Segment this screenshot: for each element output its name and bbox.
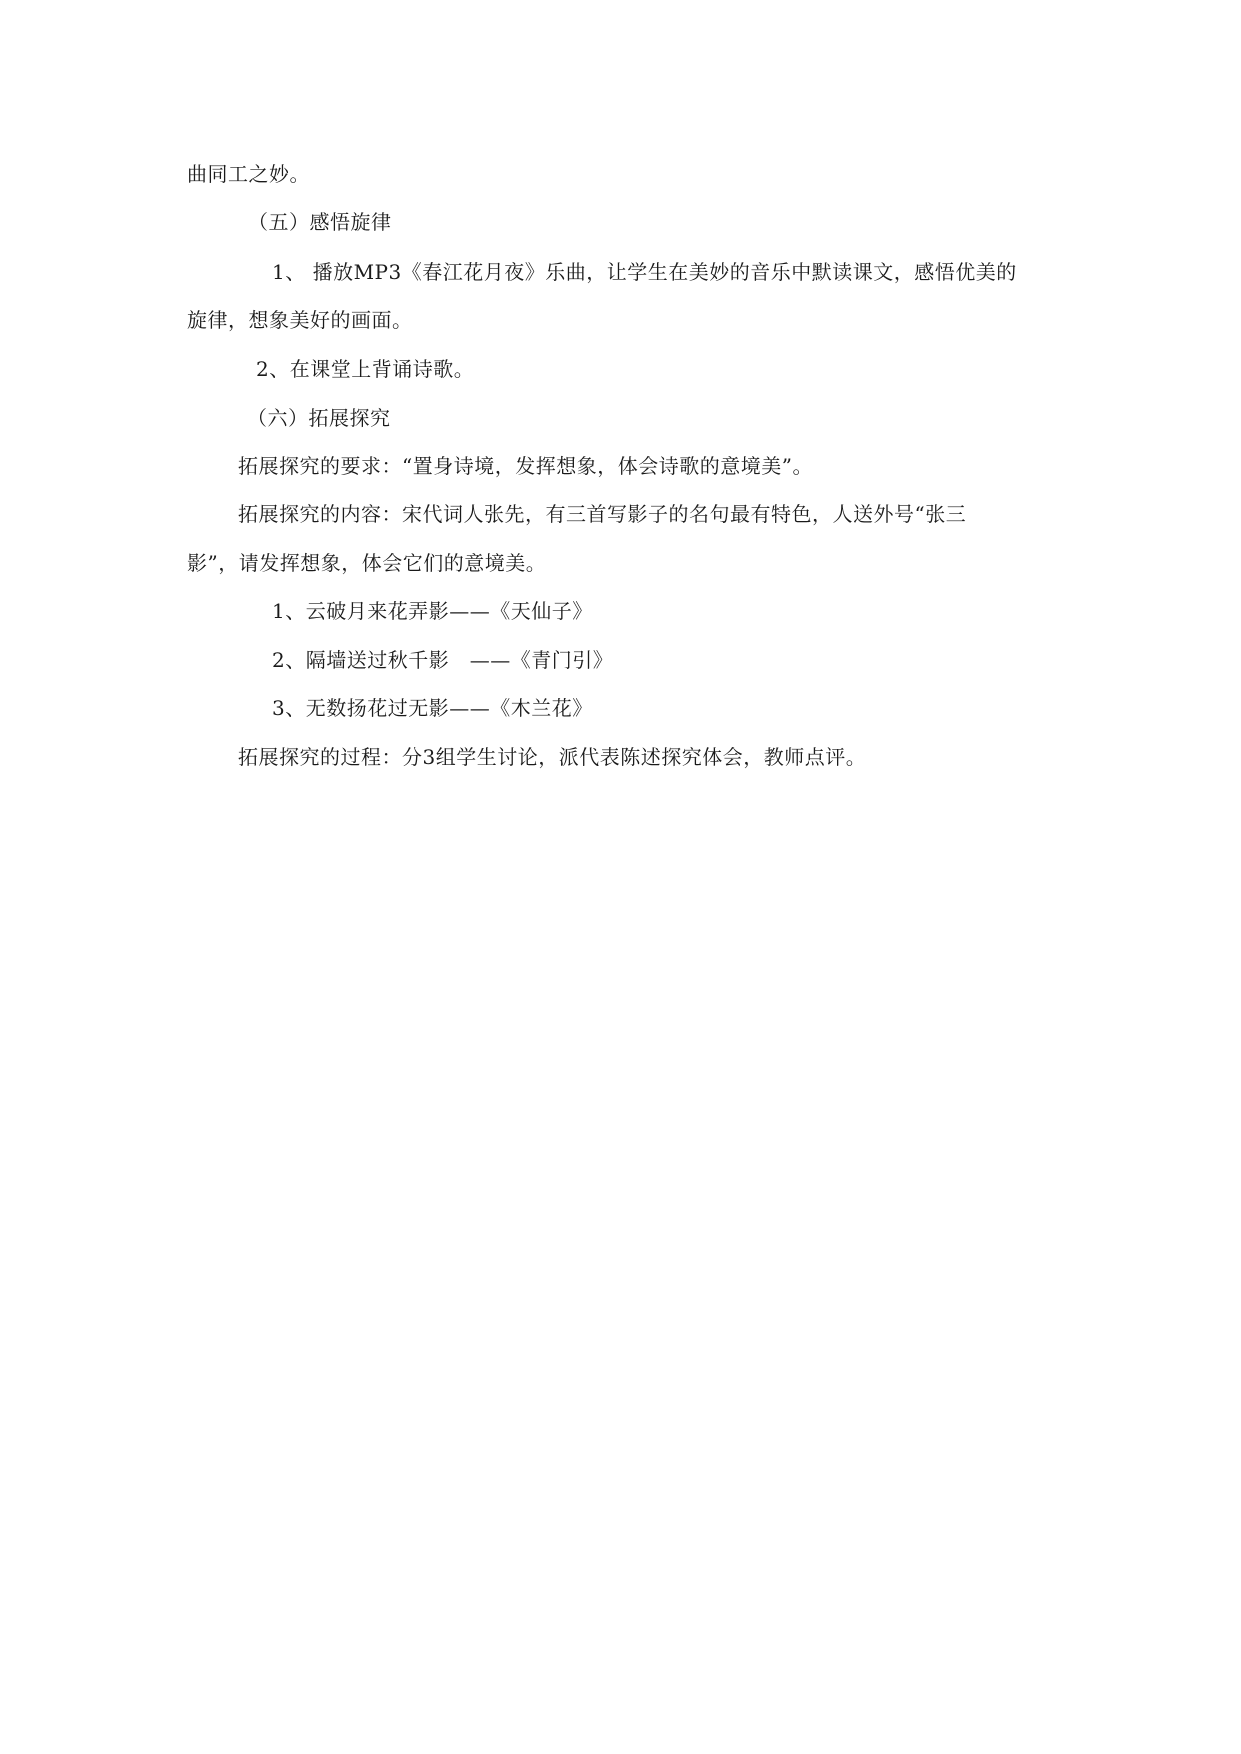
section-heading: （五）感悟旋律 bbox=[248, 210, 392, 234]
paragraph-line: 1、 播放MP3《春江花月夜》乐曲，让学生在美妙的音乐中默读课文，感悟优美的 bbox=[272, 260, 1017, 284]
paragraph-line: 拓展探究的过程：分3组学生讨论，派代表陈述探究体会，教师点评。 bbox=[238, 745, 867, 769]
paragraph-line: 拓展探究的要求：“置身诗境，发挥想象，体会诗歌的意境美”。 bbox=[238, 454, 813, 478]
paragraph-line: 2、在课堂上背诵诗歌。 bbox=[256, 357, 475, 381]
paragraph-line: 拓展探究的内容：宋代词人张先，有三首写影子的名句最有特色，人送外号“张三 bbox=[238, 502, 967, 526]
paragraph-line: 旋律，想象美好的画面。 bbox=[187, 308, 413, 332]
paragraph-line: 曲同工之妙。 bbox=[187, 162, 310, 186]
section-heading: （六）拓展探究 bbox=[247, 406, 391, 430]
list-item: 3、无数扬花过无影——《木兰花》 bbox=[272, 696, 593, 720]
list-item: 1、云破月来花弄影——《天仙子》 bbox=[272, 599, 593, 623]
paragraph-line: 影”，请发挥想象，体会它们的意境美。 bbox=[187, 551, 547, 575]
list-item: 2、隔墙送过秋千影 ——《青门引》 bbox=[272, 648, 614, 672]
